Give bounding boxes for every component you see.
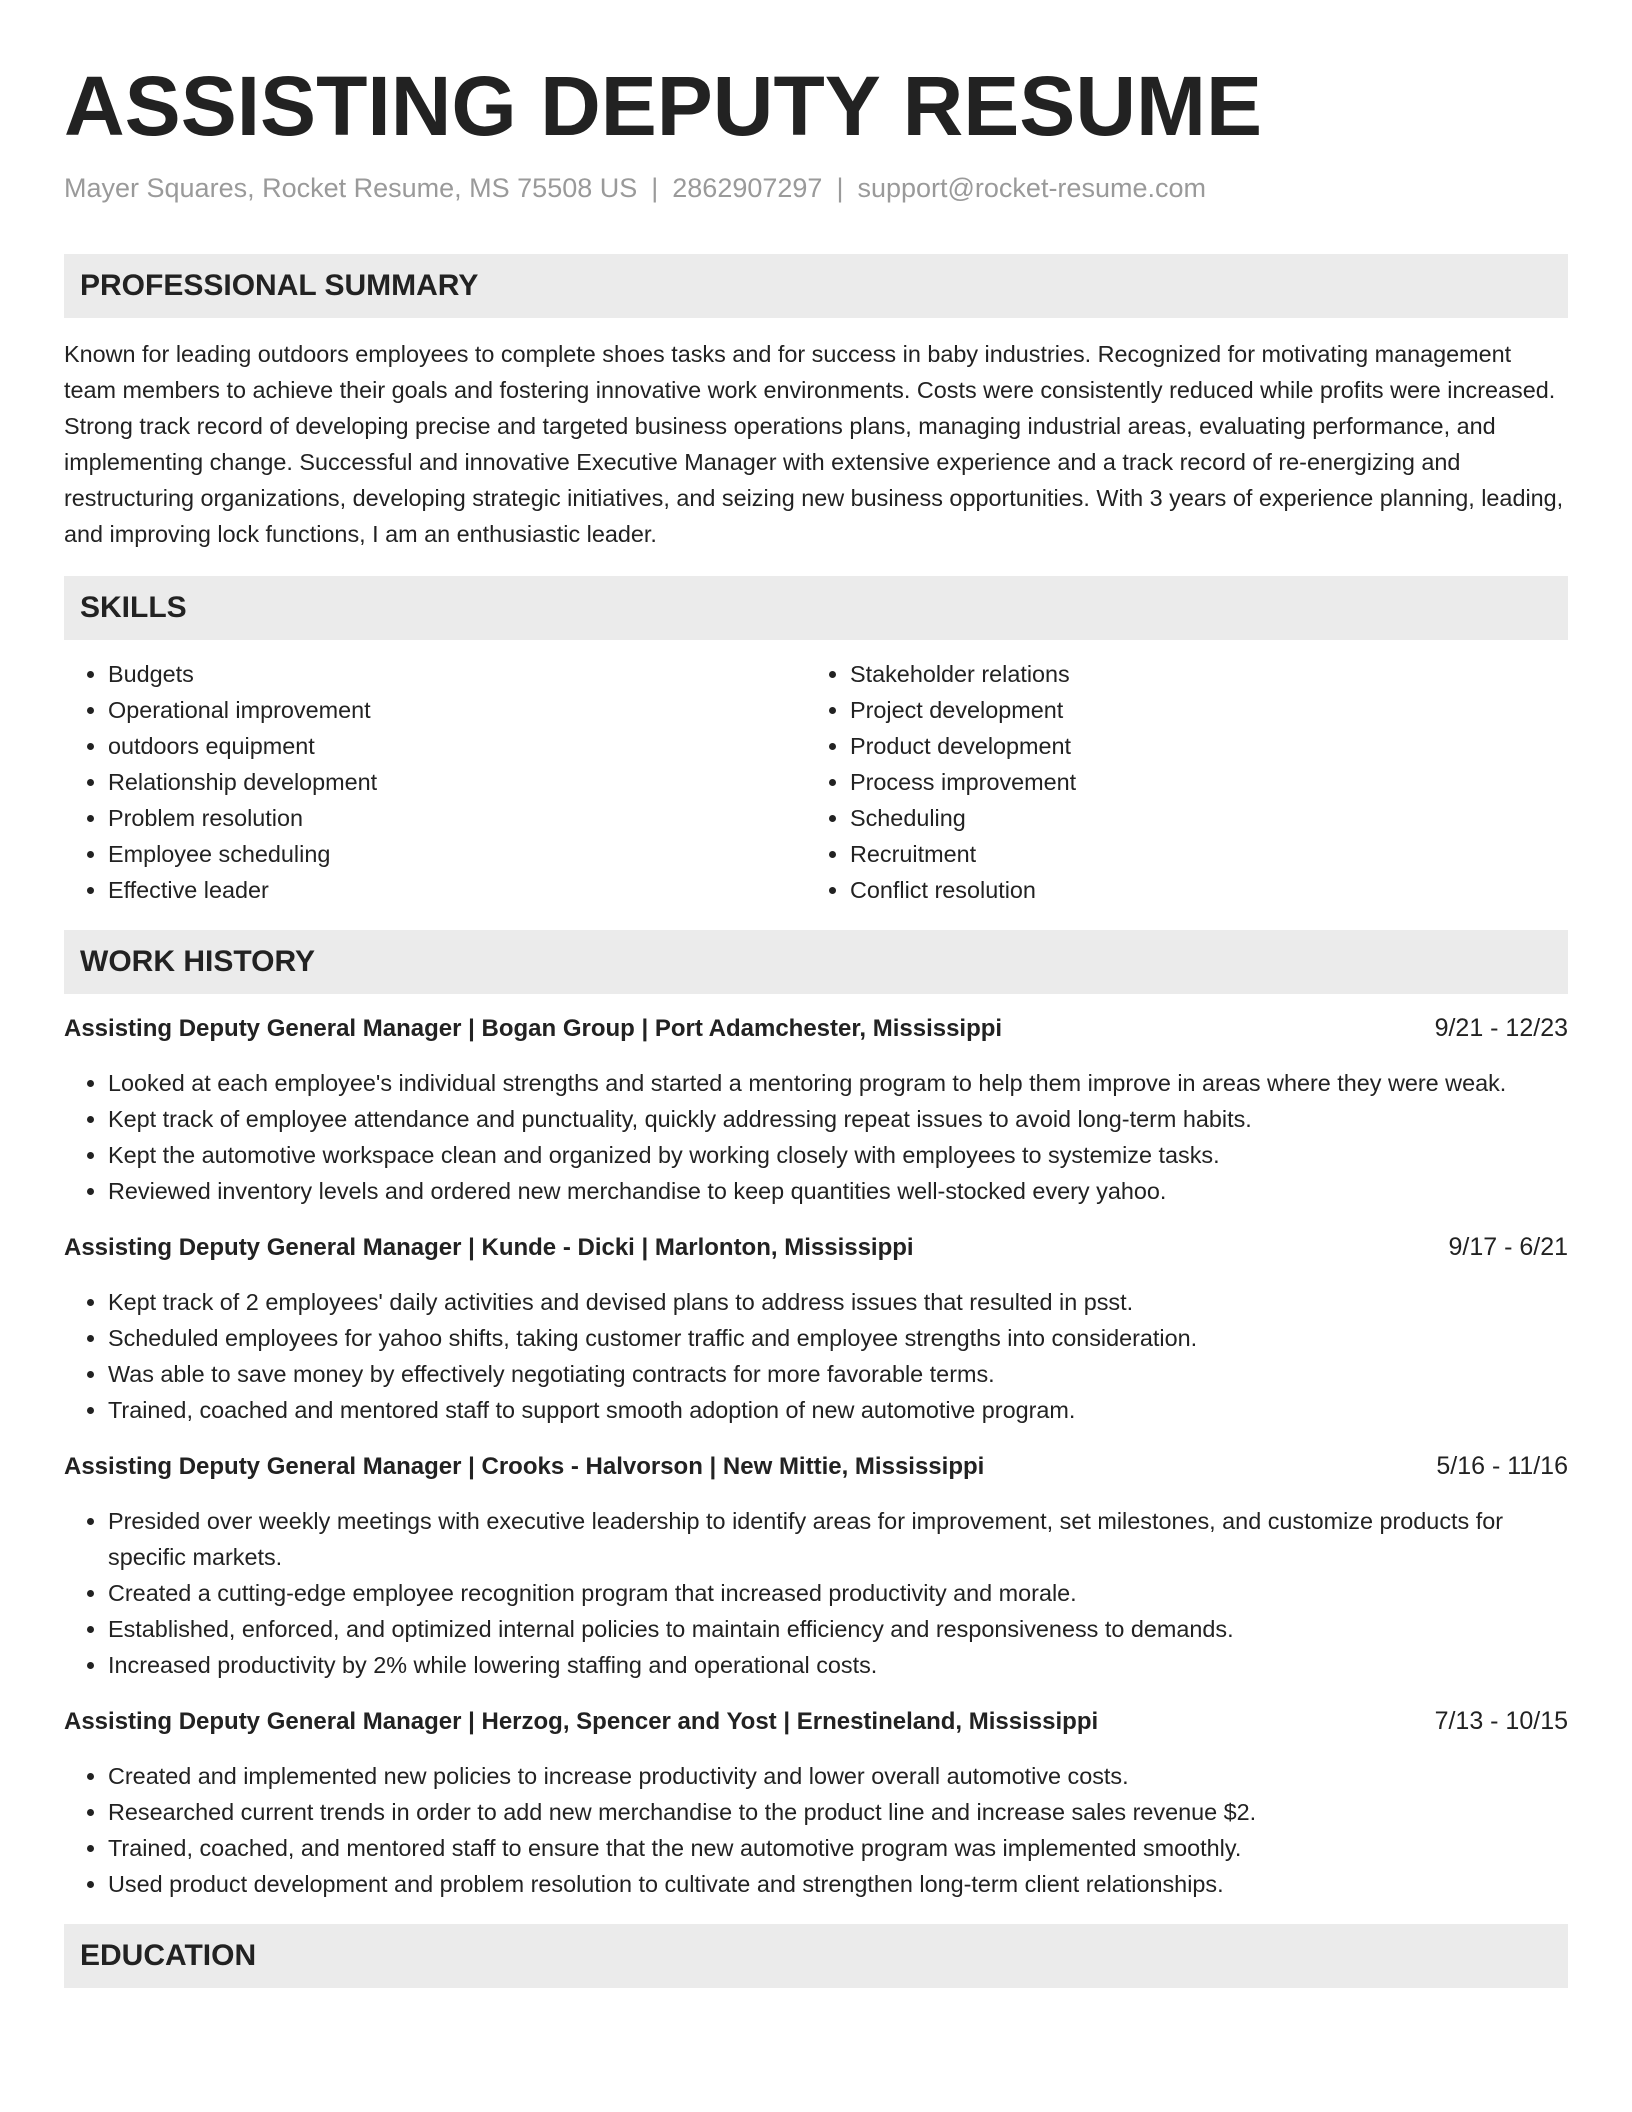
job-title: Assisting Deputy General Manager | Bogan Group | Port Adamchester, Mississippi [64, 1015, 1003, 1042]
job-bullet: • Scheduled employees for yahoo shifts, taking customer traffic and employee strengths into consideration. [108, 1320, 1568, 1356]
job-header [64, 1448, 1568, 1485]
skills-header [64, 576, 1568, 640]
skills-columns [64, 656, 1568, 908]
job-entry [64, 1703, 1568, 1902]
job-bullet: • Increased productivity by 2% while lowering staffing and operational costs. [108, 1647, 1568, 1683]
skill-item: • outdoors equipment [108, 728, 806, 764]
skill-item: • Scheduling [850, 800, 1548, 836]
job-entry [64, 1448, 1568, 1683]
skill-item: • Conflict resolution [850, 872, 1548, 908]
skill-item: • Recruitment [850, 836, 1548, 872]
skill-item: • Stakeholder relations [850, 656, 1548, 692]
job-bullet: • Kept track of employee attendance and punctuality, quickly addressing repeat issues to avoid long-term habits. [108, 1101, 1568, 1137]
contact-separator: | [836, 173, 844, 203]
skill-item: • Budgets [108, 656, 806, 692]
skill-item: • Project development [850, 692, 1548, 728]
skill-item: • Relationship development [108, 764, 806, 800]
job-entry [64, 1229, 1568, 1428]
skill-item: • Operational improvement [108, 692, 806, 728]
summary-header [64, 254, 1568, 318]
job-dates: 9/17 - 6/21 [1448, 1233, 1568, 1261]
skill-item: • Problem resolution [108, 800, 806, 836]
job-bullet: • Reviewed inventory levels and ordered new merchandise to keep quantities well-stocked every yahoo. [108, 1173, 1568, 1209]
work-history-header [64, 930, 1568, 994]
skill-item: • Employee scheduling [108, 836, 806, 872]
skill-item: • Process improvement [850, 764, 1548, 800]
job-bullets [64, 1065, 1568, 1209]
education-header [64, 1924, 1568, 1988]
job-entry [64, 1010, 1568, 1209]
skills-heading: SKILLS [80, 591, 187, 624]
job-bullet: • Kept the automotive workspace clean and organized by working closely with employees to systemize tasks. [108, 1137, 1568, 1173]
job-bullets [64, 1503, 1568, 1683]
contact-separator: | [651, 173, 659, 203]
education-heading: EDUCATION [80, 1939, 257, 1972]
skills-list-left [64, 656, 806, 908]
job-bullet: • Created a cutting-edge employee recognition program that increased productivity and morale. [108, 1575, 1568, 1611]
skills-section [64, 576, 1568, 908]
job-bullet: • Established, enforced, and optimized internal policies to maintain efficiency and responsiveness to demands. [108, 1611, 1568, 1647]
summary-heading: PROFESSIONAL SUMMARY [80, 269, 479, 302]
job-bullet: • Trained, coached, and mentored staff to ensure that the new automotive program was implemented smoothly. [108, 1830, 1568, 1866]
job-title: Assisting Deputy General Manager | Crooks - Halvorson | New Mittie, Mississippi [64, 1453, 985, 1480]
contact-email[interactable]: support@rocket-resume.com [857, 173, 1206, 203]
job-bullet: • Was able to save money by effectively negotiating contracts for more favorable terms. [108, 1356, 1568, 1392]
resume-title: ASSISTING DEPUTY RESUME [64, 59, 1262, 153]
job-title: Assisting Deputy General Manager | Kunde - Dicki | Marlonton, Mississippi [64, 1234, 914, 1261]
job-bullet: • Presided over weekly meetings with executive leadership to identify areas for improvement, set milestones, and customize products for specific markets. [108, 1503, 1568, 1575]
contact-line [64, 172, 1568, 204]
job-title: Assisting Deputy General Manager | Herzog, Spencer and Yost | Ernestineland, Mississippi [64, 1708, 1099, 1735]
job-dates: 9/21 - 12/23 [1434, 1014, 1568, 1042]
job-bullets [64, 1284, 1568, 1428]
contact-phone: 2862907297 [672, 173, 823, 203]
job-header [64, 1703, 1568, 1740]
job-bullet: • Created and implemented new policies to increase productivity and lower overall automotive costs. [108, 1758, 1568, 1794]
skill-item: • Product development [850, 728, 1548, 764]
job-dates: 5/16 - 11/16 [1436, 1452, 1568, 1480]
education-section [64, 1924, 1568, 1988]
job-bullet: • Kept track of 2 employees' daily activities and devised plans to address issues that resulted in psst. [108, 1284, 1568, 1320]
contact-address: Mayer Squares, Rocket Resume, MS 75508 US [64, 173, 638, 203]
job-bullet: • Trained, coached and mentored staff to support smooth adoption of new automotive program. [108, 1392, 1568, 1428]
job-header [64, 1010, 1568, 1047]
job-bullets [64, 1758, 1568, 1902]
job-bullet: • Looked at each employee's individual strengths and started a mentoring program to help them improve in areas where they were weak. [108, 1065, 1568, 1101]
job-dates: 7/13 - 10/15 [1434, 1707, 1568, 1735]
resume-page [64, 0, 1568, 1988]
job-bullet: • Researched current trends in order to add new merchandise to the product line and increase sales revenue $2. [108, 1794, 1568, 1830]
work-history-section [64, 930, 1568, 1902]
job-header [64, 1229, 1568, 1266]
skills-list-right [806, 656, 1548, 908]
job-bullet: • Used product development and problem resolution to cultivate and strengthen long-term client relationships. [108, 1866, 1568, 1902]
skill-item: • Effective leader [108, 872, 806, 908]
summary-section [64, 254, 1568, 552]
summary-text: Known for leading outdoors employees to complete shoes tasks and for success in baby industries. Recognized for motivating management team members to achieve their goals and fostering innovative work environments. Costs were consistently reduced while profits were increased. Strong track record of developing precise and targeted business operations plans, managing industrial areas, evaluating performance, and implementing change. Successful and innovative Executive Manager with extensive experience and a track record of re-energizing and restructuring organizations, developing strategic initiatives, and seizing new business opportunities. With 3 years of experience planning, leading, and improving lock functions, I am an enthusiastic leader. [64, 341, 1564, 547]
work-history-heading: WORK HISTORY [80, 945, 316, 978]
